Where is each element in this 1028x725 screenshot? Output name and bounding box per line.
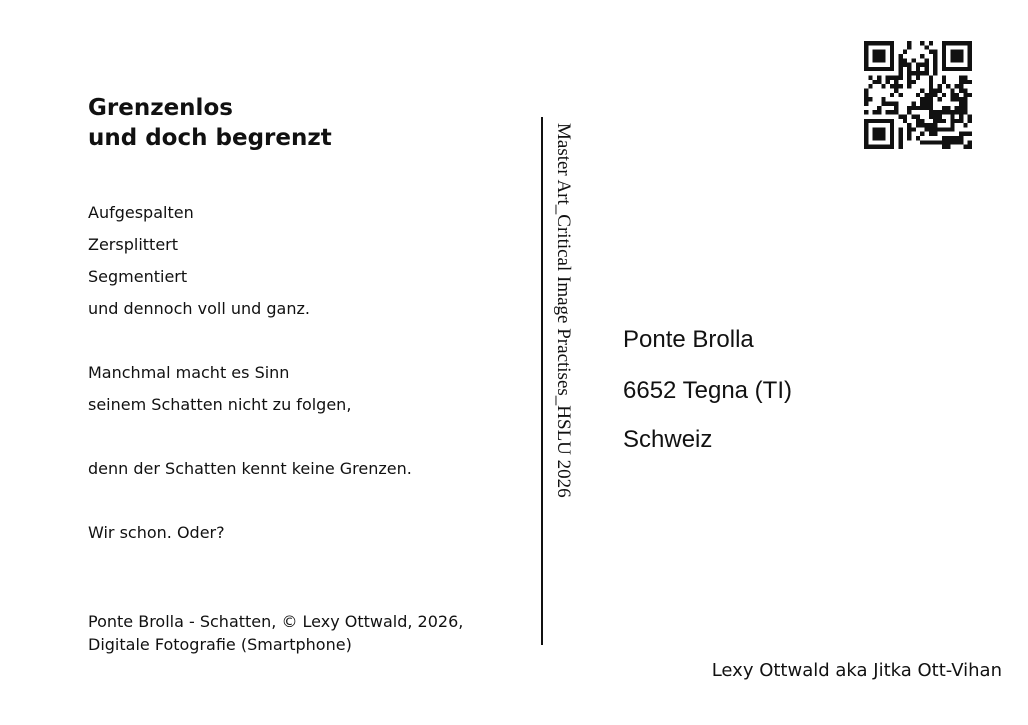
address-line-1: Ponte Brolla — [623, 326, 754, 353]
address-line-2: 6652 Tegna (TI) — [623, 377, 792, 404]
author-signature: Lexy Ottwald aka Jitka Ott-Vihan — [711, 660, 1002, 681]
title-line-2: und doch begrenzt — [88, 125, 332, 151]
postcard-title — [88, 93, 332, 153]
vertical-course-label: Master Art_Critical Image Practises_HSLU 2026 — [553, 123, 574, 498]
divider-line — [541, 117, 543, 645]
poem-line: Aufgespalten — [88, 203, 194, 222]
poem-line: Manchmal macht es Sinn — [88, 363, 290, 382]
qr-code-icon[interactable] — [864, 41, 972, 149]
poem-line: Wir schon. Oder? — [88, 523, 225, 542]
image-caption — [88, 610, 463, 656]
poem-line: und dennoch voll und ganz. — [88, 299, 310, 318]
caption-line-1: Ponte Brolla - Schatten, © Lexy Ottwald, 2026, — [88, 612, 464, 631]
address-line-3: Schweiz — [623, 426, 713, 453]
poem-line: denn der Schatten kennt keine Grenzen. — [88, 459, 412, 478]
poem-line: Segmentiert — [88, 267, 188, 286]
caption-line-2: Digitale Fotografie (Smartphone) — [88, 635, 352, 654]
poem-line: Zersplittert — [88, 235, 179, 254]
title-line-1: Grenzenlos — [88, 95, 233, 121]
poem-line: seinem Schatten nicht zu folgen, — [88, 395, 352, 414]
